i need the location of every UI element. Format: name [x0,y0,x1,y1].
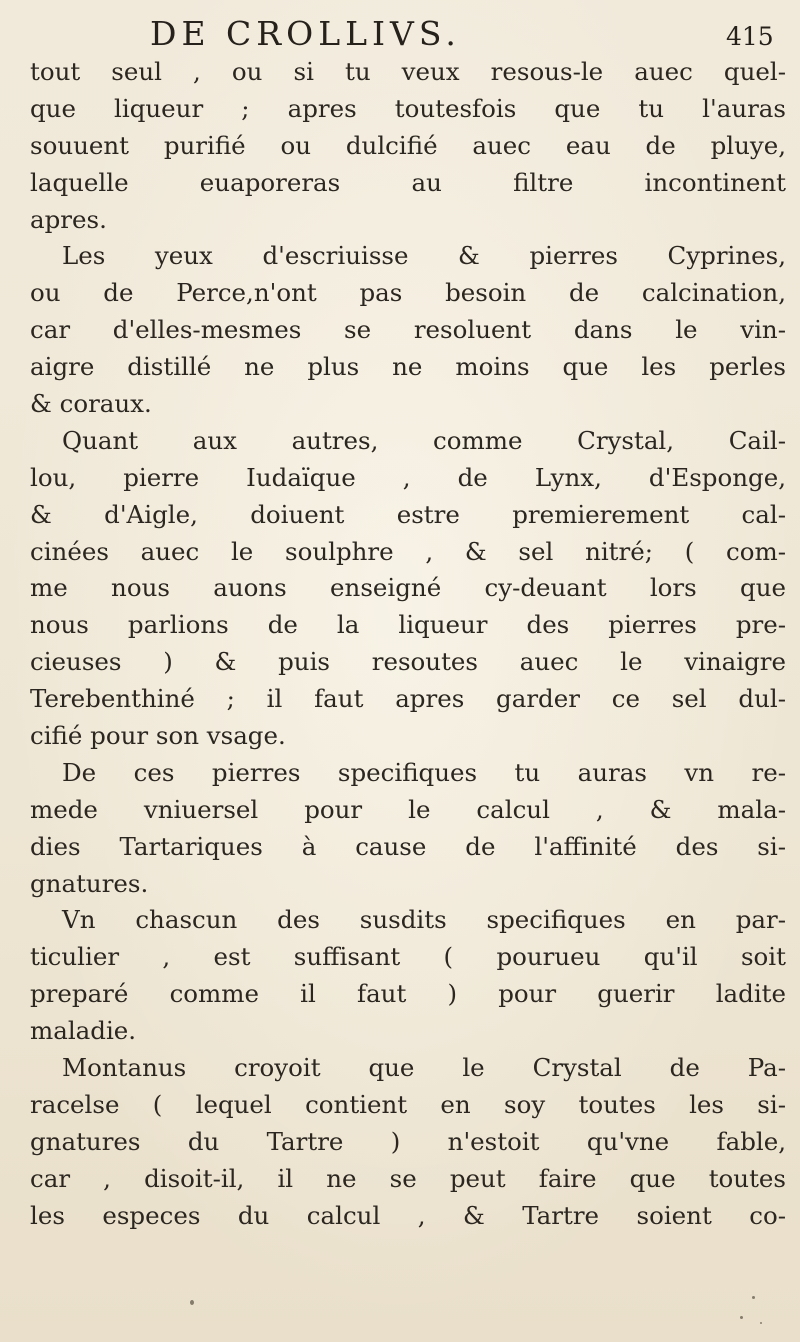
text-line: dies Tartariques à cause de l'affinité des si- [30,831,786,861]
text-line: Vn chascun des susdits specifiques en par- [62,905,786,935]
ink-speck [760,1322,762,1324]
body-text [30,54,786,1235]
page-number: 415 [726,22,774,51]
text-line: laquelle euaporeras au filtre incontinent [30,167,786,197]
text-line: De ces pierres specifiques tu auras vn re- [62,757,786,787]
text-line: cinées auec le soulphre , & sel nitré; ( com- [30,536,786,566]
text-line: ticulier , est suffisant ( pourueu qu'il soit [30,942,786,972]
ink-speck [190,1300,194,1305]
running-head: DE CROLLIVS. [150,14,461,53]
text-line: cieuses ) & puis resoutes auec le vinaigre [30,647,786,677]
text-line: racelse ( lequel contient en soy toutes les si- [30,1089,786,1119]
text-line: ou de Perce,n'ont pas besoin de calcination, [30,278,786,308]
text-line: car , disoit-il, il ne se peut faire que toutes [30,1163,786,1193]
text-line: preparé comme il faut ) pour guerir ladite [30,979,786,1009]
text-line: aigre distillé ne plus ne moins que les perles [30,352,786,382]
text-line: nous parlions de la liqueur des pierres pre- [30,610,786,640]
text-line: me nous auons enseigné cy-deuant lors que [30,573,786,603]
text-line: & coraux. [30,389,152,419]
text-line: lou, pierre Iudaïque , de Lynx, d'Esponge, [30,462,786,492]
text-line: Terebenthiné ; il faut apres garder ce sel dul- [30,684,786,714]
ink-speck [740,1316,743,1319]
text-line: maladie. [30,1016,137,1046]
text-line: cifié pour son vsage. [30,721,286,751]
text-line: tout seul , ou si tu veux resous-le auec quel- [30,57,786,86]
text-line: Montanus croyoit que le Crystal de Pa- [62,1053,786,1083]
ink-speck [752,1296,755,1299]
text-line: mede vniuersel pour le calcul , & mala- [30,794,786,824]
text-line: gnatures. [30,868,149,898]
text-line: les especes du calcul , & Tartre soient co- [30,1200,786,1230]
text-line: Les yeux d'escriuisse & pierres Cyprines, [62,241,786,271]
text-line: souuent purifié ou dulcifié auec eau de pluye, [30,130,786,160]
text-line: Quant aux autres, comme Crystal, Cail- [62,425,786,455]
text-line: car d'elles-mesmes se resoluent dans le vin- [30,315,786,345]
text-line: gnatures du Tartre ) n'estoit qu'vne fable, [30,1126,786,1156]
text-line: que liqueur ; apres toutesfois que tu l'auras [30,93,786,123]
text-line: apres. [30,204,107,234]
text-line: & d'Aigle, doiuent estre premierement cal- [30,499,786,529]
